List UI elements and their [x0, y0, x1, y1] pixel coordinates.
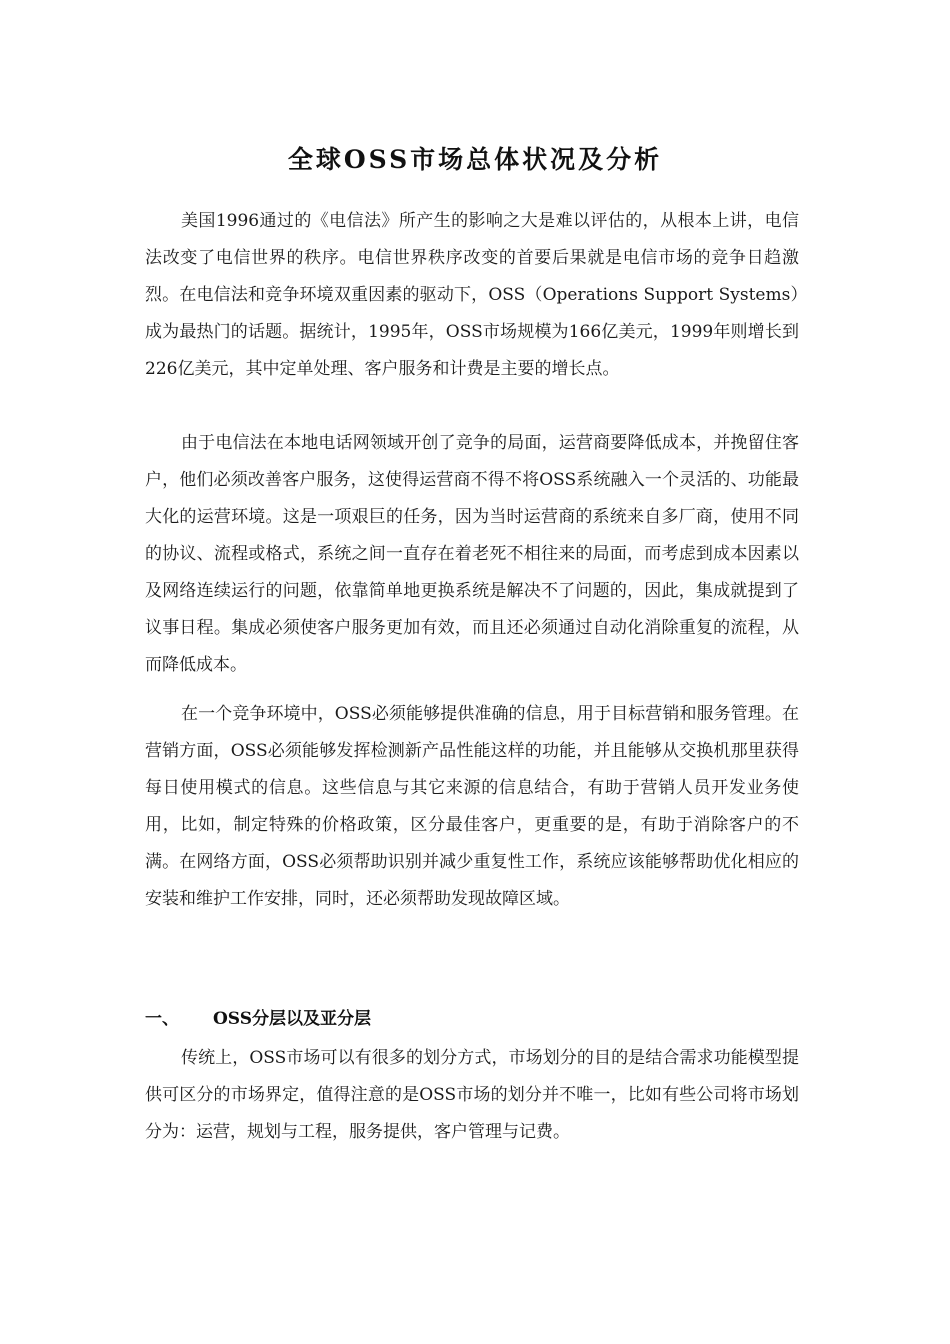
paragraph-marketing-network: 在一个竞争环境中，OSS必须能够提供准确的信息，用于目标营销和服务管理。在营销方面，OSS必须能够发挥检测新产品性能这样的功能，并且能够从交换机那里获得每日使用模式的信息。这些信息与其它来源的信息结合，有助于营销人员开发业务使用，比如，制定特殊的价格政策，区分最佳客户，更重要的是，有助于消除客户的不满。在网络方面，OSS必须帮助识别并减少重复性工作，系统应该能够帮助优化相应的安装和维护工作安排，同时，还必须帮助发现故障区域。 [145, 704, 799, 909]
document-title: 全球OSS市场总体状况及分析 [287, 145, 663, 174]
paragraph-competition-integration: 由于电信法在本地电话网领域开创了竞争的局面，运营商要降低成本，并挽留住客户，他们必须改善客户服务，这使得运营商不得不将OSS系统融入一个灵活的、功能最大化的运营环境。这是一项艰巨的任务，因为当时运营商的系统来自多厂商，使用不同的协议、流程或格式，系统之间一直存在着老死不相往来的局面，而考虑到成本因素以及网络连续运行的问题，依靠简单地更换系统是解决不了问题的，因此，集成就提到了议事日程。集成必须使客户服务更加有效，而且还必须通过自动化消除重复的流程，从而降低成本。 [145, 433, 799, 675]
section-heading [145, 1006, 371, 1032]
section-heading-text: OSS分层以及亚分层 [213, 1009, 371, 1029]
section-number: 一、 [145, 1009, 179, 1029]
paragraph-telecom-act: 美国1996通过的《电信法》所产生的影响之大是难以评估的，从根本上讲，电信法改变了电信世界的秩序。电信世界秩序改变的首要后果就是电信市场的竞争日趋激烈。在电信法和竞争环境双重因素的驱动下，OSS（Operations Support Systems）成为最热门的话题。据统计，1995年，OSS市场规模为166亿美元，1999年则增长到226亿美元，其中定单处理、客户服务和计费是主要的增长点。 [145, 211, 799, 379]
paragraph-market-division: 传统上，OSS市场可以有很多的划分方式，市场划分的目的是结合需求功能模型提供可区分的市场界定，值得注意的是OSS市场的划分并不唯一，比如有些公司将市场划分为：运营，规划与工程，服务提供，客户管理与记费。 [145, 1048, 799, 1142]
